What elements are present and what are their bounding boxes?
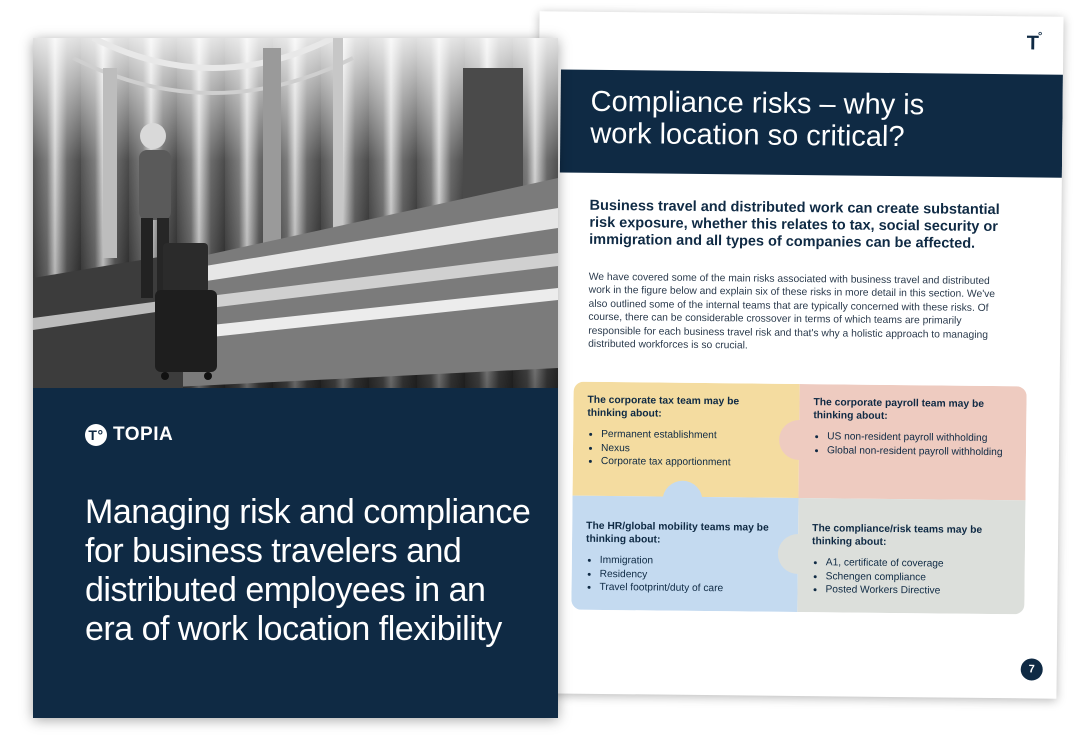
brand-name: TOPIA — [113, 424, 174, 445]
list-item: • Posted Workers Directive — [825, 583, 1011, 599]
tax-team-box — [587, 394, 778, 471]
list-item: • Permanent establishment — [601, 428, 777, 443]
list-item: • A1, certificate of coverage — [826, 556, 1012, 572]
airport-traveler-photo — [33, 38, 558, 388]
topia-brand — [85, 424, 173, 446]
cover-title: Managing risk and compliance for business travelers and distributed employees in an era of work location flexibility — [85, 492, 531, 648]
photo-illustration — [33, 38, 558, 388]
document-cover — [33, 38, 558, 718]
list-item: • Travel footprint/duty of care — [599, 581, 785, 597]
list-item: • US non-resident payroll withholding — [827, 430, 1013, 446]
list-item: • Residency — [600, 568, 786, 584]
quadrant-heading: The corporate tax team may be thinking about: — [587, 394, 740, 420]
quadrant-heading: The corporate payroll team may be thinking about: — [813, 397, 985, 422]
topia-logo-icon: T° — [85, 424, 107, 446]
title-band — [560, 70, 1063, 178]
page-title: Compliance risks – why is work location so critical? — [590, 85, 925, 154]
list-item: • Corporate tax apportionment — [601, 455, 777, 470]
document-page-7 — [532, 11, 1063, 698]
risk-team-box — [811, 522, 1012, 599]
risk-teams-puzzle — [571, 382, 1026, 615]
hr-team-box — [585, 520, 786, 597]
quadrant-heading: The compliance/risk teams may be thinking about: — [811, 523, 983, 548]
body-paragraph: We have covered some of the main risks associated with business travel and distributed work in the figure below and explain six of these risks in more detail in this section. We've also outlined some of the internal teams that are typically concerned with these risks. Of course, there can be considerable crossover in terms of which teams are primarily responsible for each business travel risk and that's why a holistic approach to managing distributed workforces is so crucial. — [588, 271, 996, 352]
topia-logo-icon: T° — [1026, 30, 1042, 55]
list-item: • Nexus — [601, 442, 777, 457]
page-number-badge: 7 — [1021, 658, 1043, 680]
list-item: • Immigration — [600, 554, 786, 570]
list-item: • Global non-resident payroll withholding — [827, 444, 1013, 460]
puzzle-knob — [662, 481, 702, 521]
quadrant-heading: The HR/global mobility teams may be thinking about: — [586, 520, 769, 546]
lead-paragraph: Business travel and distributed work can create substantial risk exposure, whether this relates to tax, social security or immigration and all types of companies can be affected. — [589, 197, 1000, 252]
list-item: • Schengen compliance — [826, 570, 1012, 586]
payroll-team-box — [813, 396, 1014, 459]
